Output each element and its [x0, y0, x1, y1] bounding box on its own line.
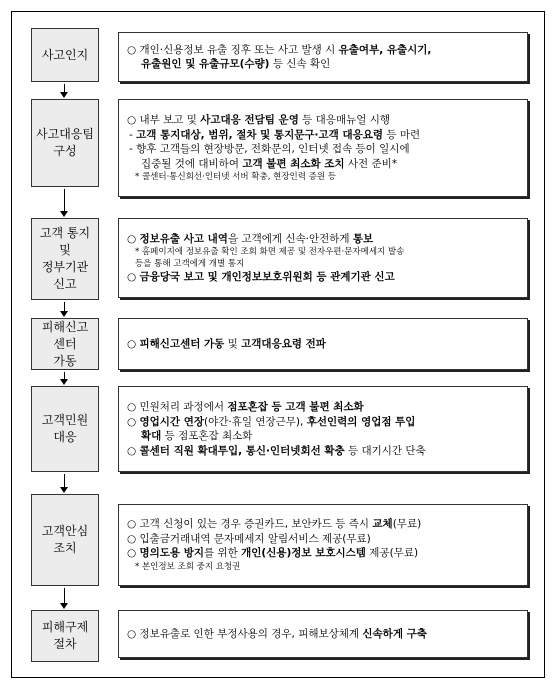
description-line [127, 232, 521, 247]
body-text: 등 대응매뉴얼 시행 [298, 114, 391, 126]
step-label-line: 사고대응팀 [36, 127, 94, 141]
step-label [31, 494, 99, 586]
body-text: - 향후 고객들의 현장방문, 전화문의, 인터넷 접속 등이 일시에 [129, 143, 410, 155]
step-label-line: 조치 [53, 541, 77, 555]
description-line [127, 517, 521, 532]
body-text: 등 마련 [383, 128, 421, 141]
emphasis-text: 피해신고센터 가동 [139, 337, 225, 350]
description-line [127, 415, 521, 430]
body-text: ○ [127, 271, 140, 283]
step-description [118, 32, 528, 82]
step-label [31, 99, 99, 187]
description-line [127, 546, 521, 561]
description-line [127, 157, 521, 172]
footnote-line [127, 246, 521, 258]
emphasis-text: 확대 [141, 430, 162, 442]
description-line [127, 444, 521, 459]
description-line [127, 429, 521, 444]
body-text: * 콜센터·통신회선·인터넷 서버 확충, 현장인력 증원 등 [135, 172, 337, 182]
body-text: ○ 입출금거래내역 문자메세지 알림서비스 제공(무료) [127, 532, 371, 545]
body-text: (무료) [392, 518, 422, 531]
step-label [31, 386, 99, 472]
step-label-line: 피해신고 [41, 319, 89, 334]
body-text: ○ [127, 444, 140, 457]
description-line [127, 337, 521, 352]
emphasis-text: 고객 불편 최소화 조치 [242, 157, 345, 170]
flow-arrow-icon [64, 588, 66, 609]
step-label-line: 피해구제 [41, 620, 89, 634]
step-description [118, 504, 528, 586]
footnote-line [127, 561, 521, 573]
step-label-line: 구성 [53, 144, 77, 158]
emphasis-text: 명의도용 방지 [139, 547, 205, 560]
emphasis-text: 고객 통지대상, 범위, 절차 및 통지문구·고객 대응요령 [136, 128, 384, 141]
flow-arrow-icon [64, 372, 66, 385]
step-label-line: 및 [59, 243, 71, 257]
body-text: ○ 개인·신용정보 유출 징후 또는 사고 발생 시 [127, 43, 339, 56]
body-text: 등 대기시간 단축 [344, 444, 426, 457]
emphasis-text: 금융당국 보고 및 개인정보보호위원회 등 관계기관 신고 [139, 271, 395, 283]
step-label-line: 정부기관 [41, 260, 89, 274]
body-text: 제공(무료) [365, 547, 419, 560]
body-text: (야간·휴일 연장근무), [204, 415, 307, 428]
step-description [118, 218, 528, 298]
description-line [127, 142, 521, 157]
emphasis-text: 후선인력의 영업점 투입 [306, 415, 416, 428]
emphasis-text: 사고대응 전담팀 운영 [200, 114, 299, 126]
footnote-line [127, 258, 521, 270]
body-text: ○ 고객 신청이 있는 경우 증권카드, 보안카드 등 즉시 [127, 518, 373, 531]
description-line [127, 270, 521, 285]
emphasis-text: 유출여부, 유출시기, [338, 43, 432, 56]
body-text: * 본인정보 조회 중지 요청권 [135, 561, 241, 572]
step-label [31, 610, 99, 662]
body-text: ○ [127, 547, 140, 560]
step-label-line: 고객안심 [41, 524, 89, 538]
body-text: - [129, 128, 137, 141]
step-label-line: 대응 [53, 430, 77, 444]
flow-arrow-icon [64, 302, 66, 317]
body-text: 등 신속 확인 [269, 58, 331, 70]
emphasis-text: 콜센터 직원 확대투입, 통신·인터넷회선 확충 [139, 444, 345, 457]
step-label-line: 고객 통지 [39, 226, 91, 240]
step-label-line: 절차 [53, 637, 77, 651]
body-text: ○ 정보유출로 인한 부정사용의 경우, 피해보상체계 [127, 627, 363, 640]
step-label-line: 신고 [53, 277, 77, 291]
description-line [127, 57, 521, 72]
step-description [118, 318, 528, 370]
body-text: 사전 준비* [344, 157, 398, 170]
body-text: ○ [127, 337, 140, 350]
step-label-line: 사고인지 [41, 47, 89, 62]
body-text: 을 고객에게 신속·안전하게 [227, 232, 353, 245]
body-text: * 홈페이지에 정보유출 확인 조회 화면 제공 및 전자우편·문자메세지 발송 [135, 247, 405, 257]
emphasis-text: 신속하게 구축 [362, 627, 427, 640]
emphasis-text: 점포혼잡 등 고객 불편 최소화 [227, 401, 364, 413]
step-description [118, 99, 528, 197]
description-line [127, 128, 521, 143]
emphasis-text: 교체 [372, 518, 393, 531]
emphasis-text: 정보유출 사고 내역 [139, 232, 228, 245]
step-label-line: 가동 [53, 353, 77, 368]
emphasis-text: 유출원인 및 유출규모(수량) [141, 58, 270, 70]
flow-arrow-icon [64, 474, 66, 493]
body-text: ○ [127, 232, 140, 245]
body-text: ○ [127, 415, 140, 428]
emphasis-text: 영업시간 연장 [139, 415, 205, 428]
step-label [31, 218, 99, 300]
footnote-line [127, 171, 521, 183]
step-label [31, 318, 99, 370]
description-line [127, 627, 521, 642]
description-line [127, 43, 521, 58]
body-text: ○ 민원처리 과정에서 [127, 401, 228, 413]
description-line [127, 532, 521, 547]
body-text: 집중될 것에 대비하여 [141, 157, 243, 170]
step-label-line: 고객민원 [41, 413, 89, 427]
emphasis-text: 개인(신용)정보 보호시스템 [241, 547, 366, 560]
flow-arrow-icon [64, 189, 66, 217]
body-text: 등을 통해 고객에게 개별 통지 [135, 259, 245, 269]
step-description [118, 610, 528, 658]
emphasis-text: 통보 [352, 232, 374, 245]
body-text: 를 위한 [204, 547, 242, 560]
description-line [127, 113, 521, 128]
step-description [118, 386, 528, 472]
flow-arrow-icon [64, 84, 66, 98]
step-label [31, 28, 99, 82]
body-text: ○ 내부 보고 및 [127, 114, 201, 126]
body-text: 등 점포혼잡 최소화 [161, 430, 253, 442]
step-label-line: 센터 [53, 336, 77, 351]
body-text: 및 [224, 337, 242, 350]
description-line [127, 400, 521, 415]
emphasis-text: 고객대응요령 전파 [241, 337, 326, 350]
